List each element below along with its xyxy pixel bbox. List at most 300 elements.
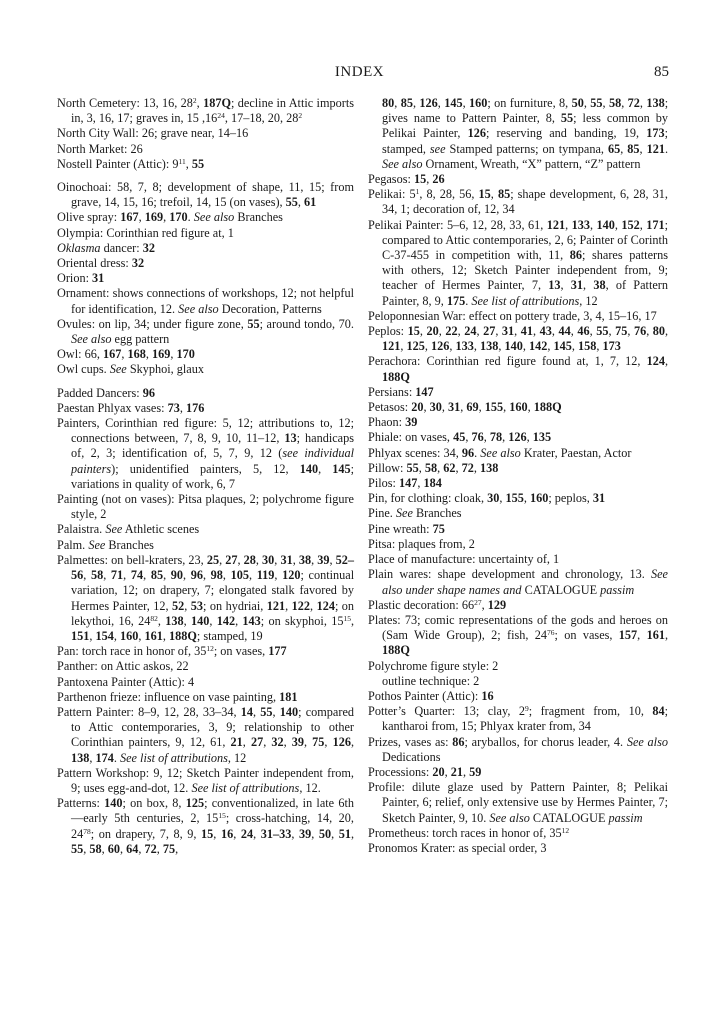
bold-reference: 140 <box>279 704 299 719</box>
cross-reference: Oklasma <box>57 240 101 255</box>
entry-text: , <box>527 400 534 415</box>
entry-text: Pan: torch race in honor of, 35 <box>57 644 207 659</box>
entry-text: Perachora: Corinthian red figure found at, 1, 7, 12, <box>368 354 647 369</box>
bold-reference: 24 <box>464 324 477 339</box>
bold-reference: 71 <box>110 568 124 583</box>
entry-text: North Market: 26 <box>57 141 143 156</box>
entry-text: Padded Dancers: <box>57 385 143 400</box>
entry-text: , <box>285 598 292 613</box>
bold-reference: 39 <box>317 552 330 567</box>
cross-reference: passim <box>600 582 635 597</box>
index-entry <box>57 241 354 256</box>
bold-reference: 20 <box>426 324 439 339</box>
entry-text: , <box>495 324 502 339</box>
entry-text: Pattern Workshop: 9, 12; Sketch Painter independent from, 9; uses egg-and-dot, 12. <box>57 765 354 795</box>
entry-text: Ovules: on lip, 34; under figure zone, <box>57 316 248 331</box>
footnote-ref: 1 <box>415 187 420 197</box>
entry-text: , <box>274 552 281 567</box>
bold-reference: 26 <box>432 172 445 187</box>
entry-text: , <box>412 96 420 110</box>
entry-text: ; on vases, <box>554 628 619 643</box>
bold-reference: 80 <box>652 324 666 339</box>
entry-text: Painting (not on vases): Pitsa plaques, 2; polychrome figure style, 2 <box>57 492 354 522</box>
entry-text: , <box>235 613 243 628</box>
footnote-ref: 24 <box>217 111 225 121</box>
footnote-ref: 2 <box>298 111 303 121</box>
entry-text: Pilos: <box>368 476 399 491</box>
entry-text: , <box>121 347 128 362</box>
entry-text: Parthenon frieze: influence on vase painting, <box>57 689 280 704</box>
bold-reference: 55 <box>71 841 84 856</box>
entry-text: , <box>283 735 292 750</box>
footnote-ref: 11 <box>178 156 186 166</box>
bold-reference: 126 <box>332 735 351 750</box>
entry-text: Peplos: <box>368 324 408 339</box>
entry-text: , <box>310 598 317 613</box>
entry-text: , <box>498 339 505 354</box>
entry-text: ; on drapery, 7, 8, 9, <box>90 826 202 841</box>
page-header <box>0 64 719 86</box>
entry-text: , 12. <box>299 780 321 795</box>
bold-reference: 121 <box>382 339 401 354</box>
entry-text: , <box>483 430 490 445</box>
entry-text: , <box>311 552 318 567</box>
bold-reference: 39 <box>291 735 304 750</box>
entry-text: , <box>143 568 151 583</box>
index-entry <box>57 271 354 286</box>
entry-text: , <box>297 195 305 210</box>
bold-reference: 85 <box>627 141 640 156</box>
bold-reference: 145 <box>444 96 463 110</box>
bold-reference: 187Q <box>203 96 231 110</box>
cross-reference: see <box>429 141 446 156</box>
entry-text: ; on box, 8, <box>122 796 186 811</box>
entry-text: , <box>237 552 244 567</box>
entry-text: Palmettes: on bell-kraters, 23, <box>57 552 207 567</box>
entry-text: , <box>184 598 191 613</box>
entry-text: , <box>263 735 272 750</box>
bold-reference: 32 <box>142 240 155 255</box>
bold-reference: 145 <box>553 339 572 354</box>
entry-text: , <box>457 324 465 339</box>
entry-text: ); unidentified painters, 5, 12, <box>111 461 300 476</box>
entry-text: ; on lekythoi, 16, 24 <box>71 598 355 628</box>
entry-text: Patterns: <box>57 796 105 811</box>
entry-text: Phaon: <box>368 415 406 430</box>
bold-reference: 158 <box>578 339 597 354</box>
entry-text: CATALOGUE <box>521 582 601 597</box>
entry-text: ; shape development, 6, 28, 31, 34, 1; decoration of, 12, 34 <box>382 187 668 217</box>
entry-text: outline technique: 2 <box>382 673 480 688</box>
entry-text: , <box>476 324 484 339</box>
entry-text: Athletic scenes <box>122 522 200 537</box>
entry-text: Krater, Paestan, Actor <box>520 445 632 460</box>
footnote-ref: 2 <box>192 96 197 105</box>
entry-text: Plastic decoration: 66 <box>368 597 475 612</box>
entry-text: Stamped patterns; on tympana, <box>445 141 608 156</box>
entry-text: , <box>196 96 204 110</box>
bold-reference: 140 <box>190 613 210 628</box>
bold-reference: 55 <box>590 96 603 110</box>
entry-text: , <box>162 628 169 643</box>
entry-text: , <box>183 613 191 628</box>
entry-text: Owl cups. <box>57 362 110 377</box>
page-number: 85 <box>654 64 669 80</box>
bold-reference: 120 <box>282 568 301 583</box>
bold-reference: 138 <box>480 339 499 354</box>
cross-reference: See also under shape names and <box>382 567 668 597</box>
bold-reference: 126 <box>467 126 486 141</box>
entry-text: Oriental dress: <box>57 256 132 271</box>
entry-text: Persians: <box>368 384 416 399</box>
entry-text: , <box>637 628 647 643</box>
entry-text: , <box>202 568 211 583</box>
bold-reference: 140 <box>596 217 615 232</box>
entry-text: , <box>465 430 472 445</box>
bold-reference: 138 <box>71 750 90 765</box>
entry-text: , <box>565 217 572 232</box>
bold-reference: 74 <box>130 568 144 583</box>
entry-text: , <box>523 491 530 506</box>
entry-text: Pin, for clothing: cloak, <box>368 491 488 506</box>
entry-text: , <box>639 217 647 232</box>
bold-reference: 75 <box>162 841 176 856</box>
entry-text: , <box>350 735 354 750</box>
bold-reference: 129 <box>487 597 507 612</box>
bold-reference: 188Q <box>169 628 197 643</box>
bold-reference: 157 <box>618 628 638 643</box>
entry-text: ; compared to Attic contemporaries, 3, 9; relationship to other Corinthian painters, 9, 12, 61, <box>71 704 355 750</box>
bold-reference: 58 <box>424 460 438 475</box>
cross-reference: See also <box>480 445 521 460</box>
bold-reference: 176 <box>185 400 205 415</box>
bold-reference: 155 <box>505 491 524 506</box>
entry-text: , <box>583 278 594 293</box>
bold-reference: 73 <box>167 400 180 415</box>
entry-text: , <box>394 96 401 110</box>
bold-reference: 126 <box>419 96 438 110</box>
bold-reference: 76 <box>471 430 484 445</box>
entry-text: Ornament, Wreath, “X” pattern, “Z” pattern <box>422 156 641 171</box>
cross-reference: see individual painters <box>71 446 354 476</box>
bold-reference: 39 <box>298 826 312 841</box>
bold-reference: 45 <box>453 430 466 445</box>
entry-text: , <box>185 156 192 171</box>
bold-reference: 27 <box>225 552 238 567</box>
entry-text: , <box>351 826 355 841</box>
entry-text: ; reserving and banding, 19, <box>485 126 647 141</box>
entry-text: Palaistra. <box>57 522 106 537</box>
index-entry <box>368 354 668 384</box>
entry-text: , <box>499 491 506 506</box>
entry-text: Potter’s Quarter: 13; clay, 2 <box>368 704 525 719</box>
bold-reference: 155 <box>484 400 504 415</box>
index-entry <box>368 446 668 461</box>
entry-text: , <box>664 354 668 369</box>
entry-text: , <box>570 324 578 339</box>
cross-reference: See <box>109 362 127 377</box>
entry-text: , <box>304 735 313 750</box>
entry-text: Paestan Phlyax vases: <box>57 400 168 415</box>
bold-reference: 52 <box>172 598 185 613</box>
bold-reference: 50 <box>571 96 584 110</box>
bold-reference: 30 <box>262 552 275 567</box>
cross-reference: See also <box>626 734 668 749</box>
bold-reference: 60 <box>107 841 120 856</box>
bold-reference: 119 <box>256 568 275 583</box>
bold-reference: 121 <box>266 598 286 613</box>
index-entry <box>57 675 354 690</box>
index-entry <box>368 491 668 506</box>
entry-text: , <box>272 704 280 719</box>
bold-reference: 31 <box>592 491 606 506</box>
bold-reference: 140 <box>104 796 123 811</box>
bold-reference: 31 <box>501 324 515 339</box>
entry-text: Branches <box>234 210 283 225</box>
index-entry <box>368 689 668 704</box>
bold-reference: 147 <box>398 476 418 491</box>
bold-reference: 65 <box>607 141 621 156</box>
entry-text: , <box>627 324 634 339</box>
entry-text: Owl: 66, <box>57 347 103 362</box>
index-entry <box>57 210 354 225</box>
bold-reference: 14 <box>240 704 253 719</box>
bold-reference: 160 <box>469 96 488 110</box>
bold-reference: 31 <box>447 400 461 415</box>
entry-text: , 8, 28, 56, <box>419 187 479 202</box>
entry-text: , <box>490 187 498 202</box>
entry-text: Olympia: Corinthian red figure at, 1 <box>57 225 234 240</box>
bold-reference: 90 <box>170 568 184 583</box>
bold-reference: 72 <box>461 460 474 475</box>
bold-reference: 51 <box>338 826 352 841</box>
entry-text: , <box>473 460 480 475</box>
index-entry <box>368 522 668 537</box>
entry-text: , <box>533 324 540 339</box>
bold-reference: 86 <box>452 734 465 749</box>
entry-text: Dedications <box>382 749 441 764</box>
bold-reference: 75 <box>312 735 325 750</box>
bold-reference: 138 <box>646 96 665 110</box>
index-entry <box>57 157 354 172</box>
bold-reference: 188Q <box>533 400 562 415</box>
bold-reference: 96 <box>142 385 155 400</box>
cross-reference: See <box>105 522 123 537</box>
entry-text: , <box>455 460 462 475</box>
entry-text: , <box>664 628 669 643</box>
cross-reference: See also <box>382 156 423 171</box>
bold-reference: 58 <box>89 841 102 856</box>
entry-text: North Cemetery: 13, 16, 28 <box>57 96 193 110</box>
entry-text: , <box>157 613 166 628</box>
entry-text: , <box>590 217 597 232</box>
footnote-ref: 12 <box>561 825 570 835</box>
bold-reference: 122 <box>291 598 311 613</box>
bold-reference: 55 <box>406 460 419 475</box>
index-entry <box>57 416 354 492</box>
index-entry <box>57 659 354 674</box>
bold-reference: 21 <box>450 764 463 779</box>
entry-text: Ornament: shows connections of workshops, 12; not helpful for identification, 12. <box>57 286 354 316</box>
bold-reference: 25 <box>206 552 220 567</box>
bold-reference: 184 <box>423 476 442 491</box>
entry-text: ; cross-hatching, 14, 20, 24 <box>71 811 354 841</box>
cross-reference: See list of attributions <box>471 293 580 308</box>
index-entry <box>368 598 668 613</box>
entry-text: , <box>138 628 145 643</box>
entry-text: , <box>547 339 554 354</box>
bold-reference: 31 <box>570 278 584 293</box>
bold-reference: 86 <box>569 248 582 263</box>
entry-text: Orion: <box>57 271 93 286</box>
entry-text: , <box>473 339 480 354</box>
index-column-right <box>368 96 668 856</box>
entry-text: , <box>249 568 257 583</box>
bold-reference: 143 <box>242 613 261 628</box>
index-entry <box>368 552 668 567</box>
bold-reference: 46 <box>577 324 590 339</box>
bold-reference: 169 <box>151 347 171 362</box>
index-entry <box>368 324 668 354</box>
index-entry <box>368 537 668 552</box>
index-entry <box>57 401 354 416</box>
entry-text: , <box>175 841 179 856</box>
cross-reference: See also <box>71 332 112 347</box>
entry-text: Pattern Painter: 8–9, 12, 28, 33–34, <box>57 704 241 719</box>
entry-text: , <box>437 96 445 110</box>
bold-reference: 15 <box>478 187 491 202</box>
entry-text: ; gives name to Pattern Painter, 8, <box>382 96 669 126</box>
bold-reference: 24 <box>240 826 254 841</box>
entry-text: ; on furniture, 8, <box>487 96 572 110</box>
bold-reference: 138 <box>165 613 184 628</box>
entry-text: Pelikai: 5 <box>368 187 416 202</box>
entry-text: ; variations in quality of work, 6, 7 <box>71 461 355 491</box>
entry-text: , <box>222 568 231 583</box>
bold-reference: 58 <box>90 568 104 583</box>
cross-reference: See <box>395 506 413 521</box>
bold-reference: 75 <box>615 324 628 339</box>
entry-text: , <box>183 568 191 583</box>
index-entry <box>57 142 354 157</box>
entry-text: Olive spray: <box>57 210 121 225</box>
entry-text: , <box>438 324 446 339</box>
entry-text: Prizes, vases as: <box>368 734 453 749</box>
footnote-ref: 76 <box>547 628 555 638</box>
index-entry <box>57 317 354 347</box>
bold-reference: 22 <box>445 324 458 339</box>
entry-text: , <box>120 841 127 856</box>
index-entry <box>368 172 668 187</box>
index-entry <box>57 644 354 659</box>
entry-text: Pegasos: <box>368 172 414 187</box>
bold-reference: 142 <box>529 339 548 354</box>
entry-text: , <box>589 324 597 339</box>
entry-text: , <box>646 324 653 339</box>
index-entry <box>368 674 668 689</box>
entry-text: , <box>213 826 221 841</box>
entry-text: , <box>101 841 108 856</box>
bold-reference: 125 <box>185 796 205 811</box>
entry-text: CATALOGUE <box>529 810 609 825</box>
entry-text: Oinochoai: 58, 7, 8; development of shape, 11, 15; from grave, 14, 15, 16; trefoil, 14, 15 (on vases), <box>57 180 354 210</box>
entry-text: ; handicaps of, 2, 3; identification of, 5, 7, 9, 12 ( <box>71 431 354 461</box>
index-entry <box>57 96 354 126</box>
cross-reference: See also <box>489 810 530 825</box>
entry-text: ; on skyphoi, 15 <box>260 613 344 628</box>
entry-text: , <box>560 278 571 293</box>
entry-text: , <box>163 210 170 225</box>
entry-text: , <box>417 476 424 491</box>
bold-reference: 126 <box>431 339 450 354</box>
index-entry <box>368 826 668 841</box>
bold-reference: 140 <box>299 461 319 476</box>
index-entry <box>368 765 668 780</box>
entry-text: Palm. <box>57 537 89 552</box>
entry-text: Phlyax scenes: 34, <box>368 445 462 460</box>
entry-text: Pantoxena Painter (Attic): 4 <box>57 674 195 689</box>
bold-reference: 98 <box>210 568 223 583</box>
entry-text: ; fragment from, 10, <box>528 704 653 719</box>
bold-reference: 147 <box>415 384 434 399</box>
entry-text: , <box>209 613 217 628</box>
cross-reference: passim <box>608 810 643 825</box>
bold-reference: 168 <box>127 347 146 362</box>
cross-reference: See list of attributions <box>120 750 228 765</box>
bold-reference: 15 <box>201 826 214 841</box>
bold-reference: 59 <box>469 764 482 779</box>
bold-reference: 53 <box>190 598 204 613</box>
bold-reference: 38 <box>298 552 312 567</box>
index-entry <box>368 704 668 734</box>
entry-text: , <box>522 339 529 354</box>
bold-reference: 55 <box>260 704 273 719</box>
entry-text: Painters, Corinthian red figure: 5, 12; attributions to, 12; connections between, 7, 8, 9, 10, 11–12, <box>57 416 354 446</box>
footnote-ref: 15 <box>343 613 351 623</box>
bold-reference: 85 <box>400 96 413 110</box>
entry-text: , <box>219 552 226 567</box>
entry-text: Skyphoi, glaux <box>126 362 204 377</box>
entry-text: Pine wreath: <box>368 521 433 536</box>
entry-text: Prometheus: torch races in honor of, 35 <box>368 825 562 840</box>
bold-reference: 145 <box>332 461 351 476</box>
entry-text: , <box>481 597 488 612</box>
entry-text: Polychrome figure style: 2 <box>368 658 499 673</box>
bold-reference: 188Q <box>382 369 410 384</box>
index-entry <box>368 567 668 597</box>
index-entry <box>368 96 668 172</box>
entry-text: , <box>350 613 355 628</box>
entry-text: Branches <box>412 506 462 521</box>
entry-text: . <box>664 141 669 156</box>
entry-text: , <box>514 324 521 339</box>
entry-text: Processions: <box>368 764 433 779</box>
bold-reference: 173 <box>602 339 621 354</box>
entry-text: North City Wall: 26; grave near, 14–16 <box>57 126 249 141</box>
entry-text: , <box>292 552 299 567</box>
bold-reference: 175 <box>446 293 466 308</box>
bold-reference: 85 <box>150 568 164 583</box>
entry-text: , <box>163 568 171 583</box>
index-entry <box>57 522 354 537</box>
entry-text: ; conventionalized, in late 6th—early 5th centuries, 2, 15 <box>71 796 354 826</box>
entry-text: , <box>460 400 467 415</box>
bold-reference: 50 <box>318 826 332 841</box>
bold-reference: 138 <box>479 460 499 475</box>
index-entry <box>57 362 354 377</box>
entry-text: , <box>423 400 430 415</box>
entry-text: ; stamped, 19 <box>196 628 263 643</box>
